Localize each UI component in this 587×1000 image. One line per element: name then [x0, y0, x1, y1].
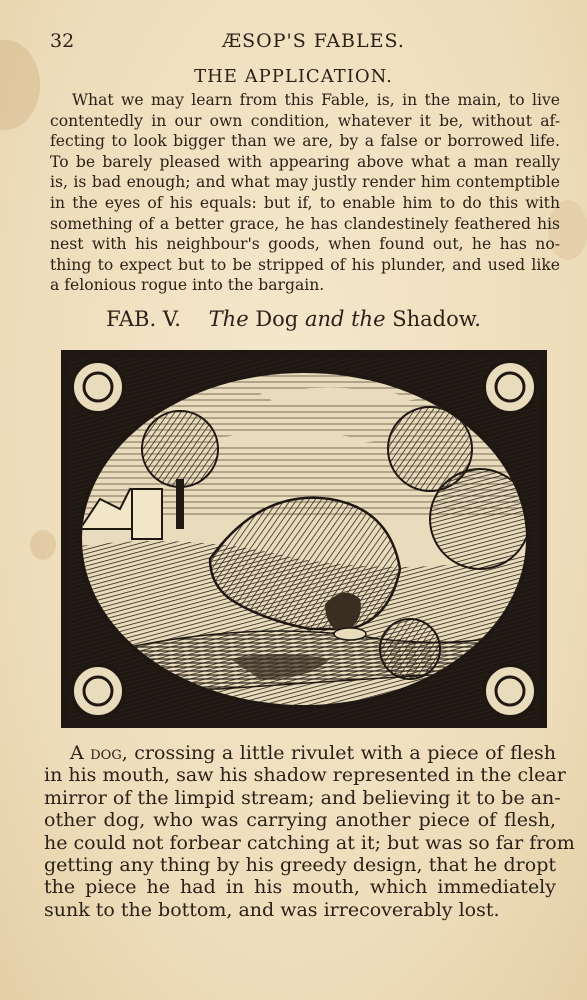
fable-first-word: A: [70, 742, 84, 764]
tower: [132, 489, 162, 539]
application-text: [50, 90, 560, 296]
text-line: the piece he had in his mouth, which immediately: [44, 876, 556, 899]
fable-title-word: Dog: [255, 307, 299, 331]
text-line: contentedly in our own condition, whatever it be, without af-: [50, 111, 560, 130]
text-line: nest with his neighbour's goods, when found out, he has no-: [50, 235, 560, 254]
fable-title: [0, 307, 587, 331]
text-line: fecting to look bigger than we are, by a false or borrowed life.: [50, 132, 560, 151]
text-line: he could not forbear catching at it; but was so far from: [44, 831, 575, 854]
text-line: getting any thing by his greedy design, that he dropt: [44, 854, 556, 877]
text-line: mirror of the limpid stream; and believing it to be an-: [44, 786, 561, 809]
text-line: in his mouth, saw his shadow represented in the clear: [44, 764, 566, 787]
text-line: is, is bad enough; and what may justly render him contemptible: [50, 173, 560, 192]
corner-ornament: [72, 361, 124, 413]
corner-ornament: [484, 361, 536, 413]
text-line: What we may learn from this Fable, is, in the main, to live: [72, 91, 560, 109]
application-heading: THE APPLICATION.: [194, 66, 393, 87]
fable-title-word: Shadow.: [392, 307, 481, 331]
text-line: sunk to the bottom, and was irrecoverably lost.: [44, 898, 500, 921]
text-line: in the eyes of his equals: but if, to enable him to do this with: [50, 193, 560, 212]
fable-first-line-rest: crossing a little rivulet with a piece of flesh: [134, 742, 556, 764]
fable-title-word: and the: [304, 307, 386, 331]
corner-ornament: [72, 665, 124, 717]
corner-ornament: [484, 665, 536, 717]
foreground-bush: [380, 619, 440, 679]
fable-text: [44, 742, 575, 921]
page-header: [0, 28, 587, 56]
text-line: thing to expect but to be stripped of his plunder, and used like: [50, 255, 560, 274]
tree-left: [142, 411, 218, 487]
fable-first-word-smallcaps: dog,: [90, 742, 128, 764]
fable-number: FAB. V.: [106, 307, 181, 331]
fable-title-word: The: [208, 307, 249, 331]
text-line: something of a better grace, he has clandestinely feathered his: [50, 214, 560, 233]
paper-stain: [30, 530, 56, 560]
page-number: 32: [50, 30, 75, 52]
text-line: [44, 742, 556, 764]
piece-of-flesh: [334, 628, 366, 640]
text-line: To be barely pleased with appearing above what a man really: [50, 152, 560, 171]
text-line: other dog, who was carrying another piece of flesh,: [44, 809, 556, 832]
woodcut-illustration: [60, 349, 548, 729]
running-head: ÆSOP'S FABLES.: [222, 30, 405, 52]
text-line: a felonious rogue into the bargain.: [50, 276, 325, 295]
